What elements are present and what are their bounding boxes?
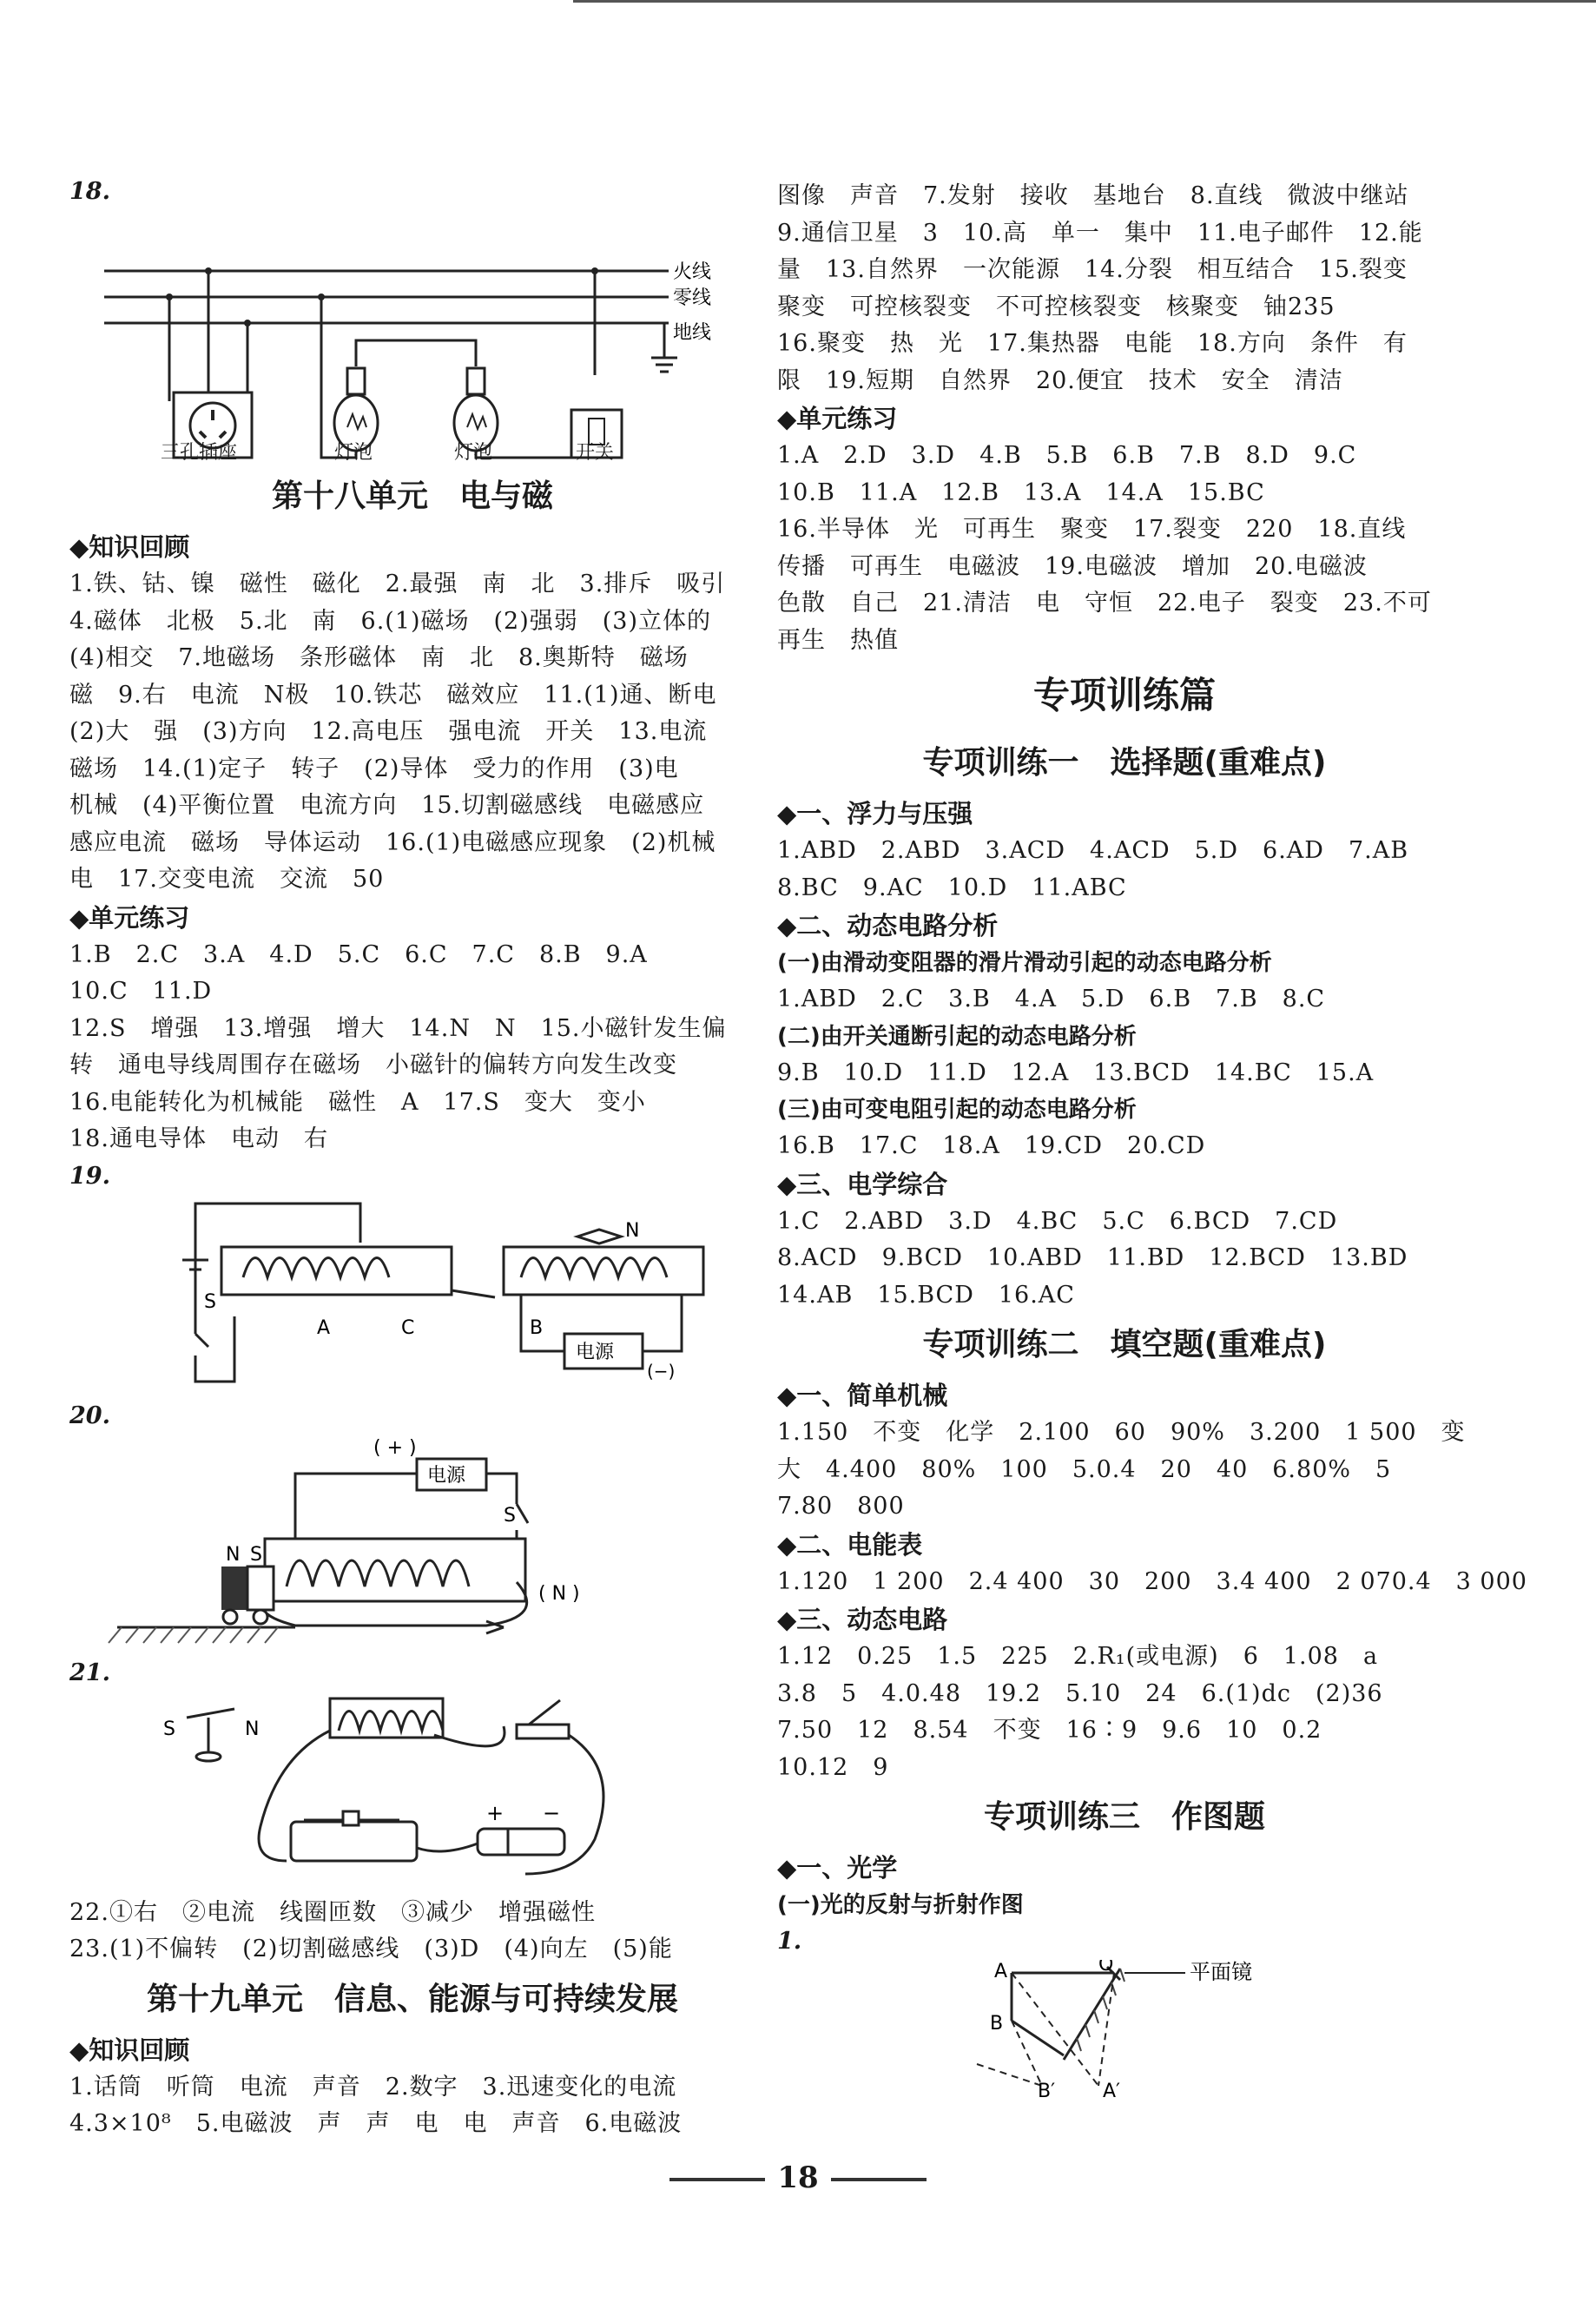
answer-line: 9.B 10.D 11.D 12.A 13.BCD 14.BC 15.A [777, 1059, 1375, 1086]
bulb-2-label: 灯泡 [454, 442, 493, 464]
answer-line: 12.S 增强 13.增强 增大 14.N N 15.小磁针发生偏 [69, 1014, 727, 1042]
q21-compass-s: S [163, 1718, 175, 1740]
answer-line: 4.3×10⁸ 5.电磁波 声 声 电 电 声音 6.电磁波 [69, 2110, 683, 2137]
t3-mirror-label: 平面镜 [1190, 1960, 1252, 1984]
top-rule [573, 0, 1596, 3]
answer-line: (4)相交 7.地磁场 条形磁体 南 北 8.奥斯特 磁场 [69, 644, 689, 671]
subsection-heading: (三)由可变电阻引起的动态电路分析 [777, 1097, 1137, 1123]
right-column [777, 178, 1527, 2102]
answer-line: 1.话筒 听筒 电流 声音 2.数字 3.迅速变化的电流 [69, 2073, 677, 2101]
q19-electromagnet-diagram [69, 1195, 755, 1395]
answer-line: 感应电流 磁场 导体运动 16.(1)电磁感应现象 (2)机械 [69, 828, 716, 856]
answer-line: 16.B 17.C 18.A 19.CD 20.CD [777, 1132, 1206, 1159]
answer-line: 磁场 14.(1)定子 转子 (2)导体 受力的作用 (3)电 [69, 755, 679, 782]
subsection-heading: (一)由滑动变阻器的滑片滑动引起的动态电路分析 [777, 950, 1272, 976]
q21-minus: − [543, 1800, 561, 1825]
t3-point-o: O [1098, 1960, 1114, 1975]
section-heading: ◆二、动态电路分析 [777, 911, 999, 940]
answer-line: 10.12 9 [777, 1753, 889, 1781]
answer-line: 再生 热值 [777, 626, 899, 654]
answer-line: 1.铁、钴、镍 磁性 磁化 2.最强 南 北 3.排斥 吸引 [69, 571, 726, 597]
q19-label-b: B [530, 1316, 544, 1339]
answer-line: 18.通电导体 电动 右 [69, 1125, 328, 1152]
answer-line: 1.150 不变 化学 2.100 60 90% 3.200 1 500 变 [777, 1419, 1466, 1446]
t3-point-b-prime: B′ [1038, 2081, 1056, 2099]
t3-q1-label: 1. [777, 1928, 802, 1955]
t3-point-b: B [990, 2013, 1004, 2035]
switch-label: 开关 [576, 442, 615, 464]
q19-label-a: A [317, 1316, 331, 1339]
section-heading: ◆三、动态电路 [777, 1605, 948, 1634]
answer-line: 16.聚变 热 光 17.集热器 电能 18.方向 条件 有 [777, 330, 1408, 357]
q20-plus-label: ( + ) [373, 1436, 417, 1459]
answer-line: 10.C 11.D [69, 978, 213, 1005]
q20-magnet-s: S [250, 1543, 262, 1566]
answer-line: 4.磁体 北极 5.北 南 6.(1)磁场 (2)强弱 (3)立体的 [69, 607, 712, 635]
knowledge-review-heading: ◆知识回顾 [69, 532, 190, 562]
answer-line: 3.8 5 4.0.48 19.2 5.10 24 6.(1)dc (2)36 [777, 1679, 1383, 1707]
earth-wire-label: 地线 [673, 322, 712, 344]
answer-line: 1.B 2.C 3.A 4.D 5.C 6.C 7.C 8.B 9.A [69, 940, 648, 968]
q20-magnet-n: N [226, 1543, 241, 1566]
q19-negative-label: (−) [647, 1360, 676, 1382]
answer-line: 1.12 0.25 1.5 225 2.R₁(或电源) 6 1.08 a [777, 1643, 1379, 1670]
answer-line: 电 17.交变电流 交流 50 [69, 866, 385, 893]
q19-power-label: 电源 [576, 1341, 615, 1363]
training-1-title: 专项训练一 选择题(重难点) [922, 745, 1327, 781]
answer-line: 7.80 800 [777, 1493, 905, 1520]
left-column [69, 174, 755, 2143]
answer-line: 8.BC 9.AC 10.D 11.ABC [777, 874, 1127, 901]
q21-compass-n: N [245, 1718, 260, 1740]
answer-line: 图像 声音 7.发射 接收 基地台 8.直线 微波中继站 [777, 182, 1409, 209]
answer-line: 传播 可再生 电磁波 19.电磁波 增加 20.电磁波 [777, 552, 1368, 580]
q21-plus: + [486, 1800, 505, 1825]
socket-label: 三孔插座 [161, 442, 238, 464]
section-heading: ◆一、浮力与压强 [777, 799, 973, 828]
q21-electromagnet-diagram [69, 1692, 755, 1891]
footer-left-deco [669, 2178, 765, 2181]
answer-line: 色散 自己 21.清洁 电 守恒 22.电子 裂变 23.不可 [777, 590, 1432, 617]
footer-right-deco [831, 2178, 927, 2181]
live-wire-label: 火线 [673, 261, 712, 283]
q21-label: 21. [69, 1659, 110, 1686]
q18-wiring-diagram [69, 210, 755, 462]
section-heading: ◆一、光学 [777, 1853, 898, 1883]
answer-line: 10.B 11.A 12.B 13.A 14.A 15.BC [777, 478, 1265, 506]
q20-magnet-diagram [69, 1435, 755, 1652]
q19-label: 19. [69, 1162, 110, 1190]
answer-line: 聚变 可控核裂变 不可控核裂变 核聚变 铀235 [777, 293, 1335, 320]
neutral-wire-label: 零线 [673, 287, 712, 309]
answer-line: (2)大 强 (3)方向 12.高电压 强电流 开关 13.电流 [69, 718, 708, 745]
answer-line: 1.ABD 2.ABD 3.ACD 4.ACD 5.D 6.AD 7.AB [777, 837, 1409, 864]
answer-line: 16.半导体 光 可再生 聚变 17.裂变 220 18.直线 [777, 516, 1407, 543]
subsection-heading: (二)由开关通断引起的动态电路分析 [777, 1023, 1137, 1050]
answer-line: 转 通电导线周围存在磁场 小磁针的偏转方向发生改变 [69, 1052, 677, 1078]
answer-line: 大 4.400 80% 100 5.0.4 20 40 6.80% 5 [777, 1455, 1392, 1483]
t3-point-a: A [994, 1961, 1008, 1982]
page-number: 18 [777, 2160, 819, 2195]
q19-label-c: C [401, 1316, 415, 1339]
answer-line: 9.通信卫星 3 10.高 单一 集中 11.电子邮件 12.能 [777, 219, 1423, 247]
bulb-1-label: 灯泡 [334, 442, 373, 464]
unit19-title: 第十九单元 信息、能源与可持续发展 [146, 1981, 678, 2017]
unit-practice-heading: ◆单元练习 [69, 902, 190, 933]
answer-line: 机械 (4)平衡位置 电流方向 15.切割磁感线 电磁感应 [69, 792, 705, 819]
subsection-heading: (一)光的反射与折射作图 [777, 1892, 1024, 1918]
answer-line: 磁 9.右 电流 N极 10.铁芯 磁效应 11.(1)通、断电 [69, 681, 717, 709]
q19-label-n: N [625, 1219, 640, 1242]
t3-point-a-prime: A′ [1103, 2081, 1121, 2099]
answer-line: 限 19.短期 自然界 20.便宜 技术 安全 清洁 [777, 366, 1343, 394]
training-2-title: 专项训练二 填空题(重难点) [922, 1327, 1327, 1362]
answer-line: 7.50 12 8.54 不变 16∶9 9.6 10 0.2 [777, 1717, 1322, 1744]
q20-label: 20. [69, 1402, 110, 1429]
section-heading: ◆二、电能表 [777, 1529, 923, 1560]
answer-line: 14.AB 15.BCD 16.AC [777, 1281, 1075, 1309]
answer-line: 1.120 1 200 2.4 400 30 200 3.4 400 2 070.4 3 000 [777, 1567, 1527, 1595]
mirror-reflection-diagram [777, 1960, 1472, 2099]
knowledge-review-heading-19: ◆知识回顾 [69, 2035, 190, 2065]
q20-power-label: 电源 [427, 1464, 466, 1487]
unit-practice-heading-19: ◆单元练习 [777, 404, 898, 433]
q18-label: 18. [69, 178, 110, 205]
section-heading: ◆三、电学综合 [777, 1169, 948, 1199]
answer-line: 8.ACD 9.BCD 10.ABD 11.BD 12.BCD 13.BD [777, 1244, 1408, 1271]
section-heading: ◆一、简单机械 [777, 1381, 948, 1410]
training-3-title: 专项训练三 作图题 [983, 1799, 1265, 1835]
q20-switch-label: S [504, 1504, 516, 1527]
answer-line: 量 13.自然界 一次能源 14.分裂 相互结合 15.裂变 [777, 256, 1408, 283]
page-footer [0, 2160, 1596, 2195]
answer-line: 1.ABD 2.C 3.B 4.A 5.D 6.B 7.B 8.C [777, 986, 1326, 1012]
special-training-title: 专项训练篇 [1032, 674, 1216, 716]
unit18-title: 第十八单元 电与磁 [271, 478, 553, 514]
answer-line: 22.①右 ②电流 线圈匝数 ③减少 增强磁性 [69, 1898, 596, 1926]
answer-line: 1.A 2.D 3.D 4.B 5.B 6.B 7.B 8.D 9.C [777, 442, 1357, 469]
answer-line: 16.电能转化为机械能 磁性 A 17.S 变大 变小 [69, 1088, 646, 1116]
answer-line: 1.C 2.ABD 3.D 4.BC 5.C 6.BCD 7.CD [777, 1207, 1338, 1235]
q20-pole-label: ( N ) [538, 1582, 580, 1605]
answer-line: 23.(1)不偏转 (2)切割磁感线 (3)D (4)向左 (5)能 [69, 1936, 673, 1962]
q19-switch-s: S [204, 1290, 216, 1313]
